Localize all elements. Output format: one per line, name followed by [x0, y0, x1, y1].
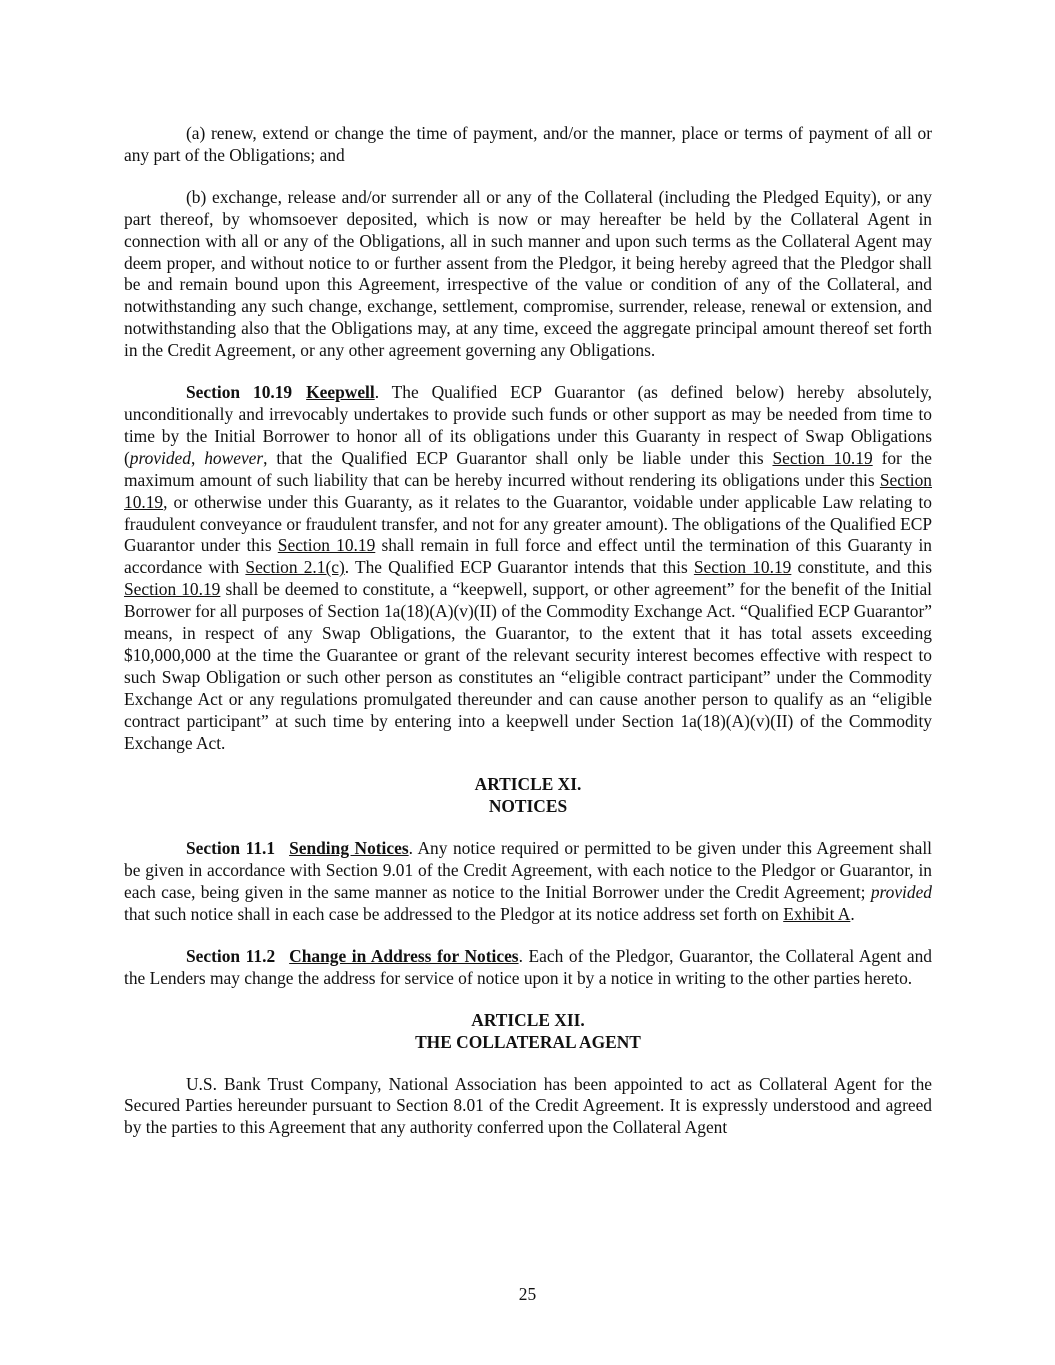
section-reference: Section 10.19: [693, 557, 792, 578]
section-title: Keepwell: [306, 382, 375, 403]
text-run: , or otherwise under this Guaranty, as it relates to the Guarantor, voidable under applicable Law relating to fraudulent conveyance or fraudulent transfer, and not for any greater amount). The obligations of the Qualified ECP Guarantor under this: [124, 491, 932, 556]
section-number: Section 11.2: [186, 945, 276, 966]
text-run: .: [850, 904, 855, 924]
text-run: constitute, and this: [791, 557, 932, 578]
italic-term: provided: [870, 882, 932, 903]
section-reference: Section 2.1(c): [245, 557, 345, 578]
article-subtitle: THE COLLATERAL AGENT: [415, 1031, 641, 1052]
section-reference: Section 10.19: [124, 469, 932, 512]
page-number: 25: [518, 1284, 537, 1304]
section-title: Sending Notices: [289, 838, 409, 859]
section-reference: Section 10.19: [124, 579, 221, 600]
text-run: . The Qualified ECP Guarantor intends that this: [344, 557, 694, 578]
exhibit-reference: Exhibit A: [783, 904, 851, 924]
text-run: shall be deemed to constitute, a “keepwell, support, or other agreement” for the benefit of the Initial Borrower for all purposes of Section 1a(18)(A)(v)(II) of the Commodity Exchange Act. “Qualified ECP Guarantor” means, in respect of any Swap Obligations, the Guarantor, to the extent that it has total assets exceeding $10,000,000 at the time the Guarantee or grant of the relevant security interest becomes effective with respect to such Swap Obligation or such other person as constitutes an “eligible contract participant” under the Commodity Exchange Act or any regulations promulgated thereunder and can cause another person to qualify as an “eligible contract participant” at such time by entering into a keepwell under Section 1a(18)(A)(v)(II) of the Commodity Exchange Act.: [124, 579, 933, 753]
collateral-agent-paragraph: U.S. Bank Trust Company, National Association has been appointed to act as Collateral Agent for the Secured Parties hereunder pursuant to Section 8.01 of the Credit Agreement. It is expressly understood and agreed by the parties to this Agreement that any authority conferred upon the Collateral Agent: [124, 1073, 932, 1138]
text-run: for the maximum amount of such liability that can be hereby incurred without rendering its obligations under this: [124, 447, 932, 490]
text-run: , that the Qualified ECP Guarantor shall only be liable under this: [263, 447, 773, 468]
text-run: ,: [190, 447, 205, 468]
section-number: Section 11.1: [186, 838, 276, 859]
section-11-1-paragraph: [124, 838, 932, 926]
paragraph-a: (a) renew, extend or change the time of payment, and/or the manner, place or terms of payment of all or any part of the Obligations; and: [124, 123, 932, 165]
italic-term: provided: [129, 447, 191, 468]
article-title: ARTICLE XI.: [474, 774, 582, 795]
section-title: Change in Address for Notices: [289, 945, 519, 966]
italic-term: however: [204, 447, 264, 468]
paragraph-b: (b) exchange, release and/or surrender all or any of the Collateral (including the Pledged Equity), or any part thereof, by whomsoever deposited, which is now or may hereafter be held by the Collateral Agent in connection with all or any of the Obligations, all in such manner and upon such terms as the Collateral Agent may deem proper, and without notice to or further assent from the Pledgor, it being hereby agreed that the Pledgor shall be and remain bound upon this Agreement, irrespective of the value or condition of any of the Collateral, and notwithstanding any such change, exchange, settlement, compromise, surrender, release, renewal or extension, and notwithstanding also that the Obligations may, at any time, exceed the aggregate principal amount thereof set forth in the Credit Agreement, or any other agreement governing any Obligations.: [124, 186, 932, 361]
text-run: . Any notice required or permitted to be given under this Agreement shall be given in accordance with Section 9.01 of the Credit Agreement, with each notice to the Pledgor or Guarantor, in each case, being given in the same manner as notice to the Initial Borrower under the Credit Agreement;: [124, 838, 932, 903]
article-title: ARTICLE XII.: [471, 1009, 585, 1030]
section-number: Section 10.19: [186, 382, 293, 403]
document-page: [124, 123, 932, 1139]
article-11-heading: [124, 774, 932, 818]
section-reference: Section 10.19: [277, 535, 376, 556]
article-12-heading: [124, 1010, 932, 1054]
text-run: shall remain in full force and effect until the termination of this Guaranty in accordance with: [124, 535, 932, 578]
section-10-19-paragraph: [124, 382, 932, 754]
text-run: that such notice shall in each case be addressed to the Pledgor at its notice address set forth on: [124, 904, 784, 924]
section-reference: Section 10.19: [772, 447, 873, 468]
text-run: . The Qualified ECP Guarantor (as defined below) hereby absolutely, unconditionally and irrevocably undertakes to provide such funds or other support as may be needed from time to time by the Initial Borrower to honor all of its obligations under this Guaranty in respect of Swap Obligations (: [124, 382, 932, 468]
section-11-2-paragraph: [124, 946, 932, 990]
text-run: . Each of the Pledgor, Guarantor, the Collateral Agent and the Lenders may change the address for service of notice upon it by a notice in writing to the other parties hereto.: [124, 945, 933, 988]
article-subtitle: NOTICES: [488, 796, 568, 817]
